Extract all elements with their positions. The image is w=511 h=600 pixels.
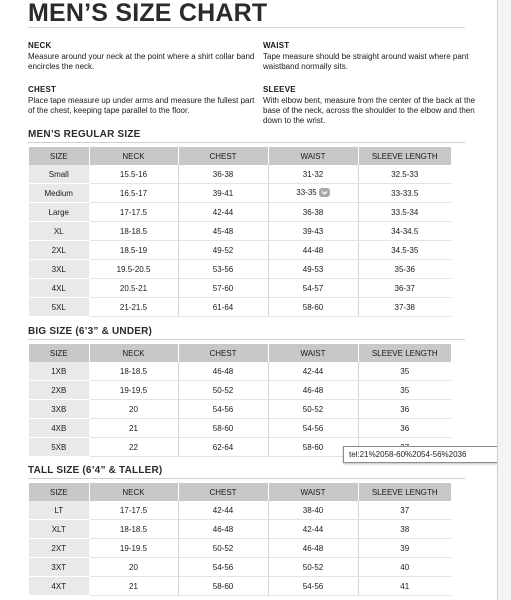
size-cell: 3XT xyxy=(29,558,89,577)
big-size-divider xyxy=(28,339,465,340)
waist-text: Tape measure should be straight around waist where pant waistband normally sits. xyxy=(263,52,469,71)
regular-size-divider xyxy=(28,142,465,143)
chest-cell: 46-48 xyxy=(178,520,268,539)
chest-column-header: CHEST xyxy=(178,344,268,362)
big-size-title: BIG SIZE (6’3” & UNDER) xyxy=(28,326,153,337)
sleeve-cell: 40 xyxy=(358,558,451,577)
size-column-header: SIZE xyxy=(29,344,89,362)
chest-cell: 46-48 xyxy=(178,362,268,381)
sleeve-instruction xyxy=(263,85,493,126)
sleeve-column-header: SLEEVE LENGTH xyxy=(358,483,451,501)
table-header-row xyxy=(29,147,451,165)
chest-cell: 50-52 xyxy=(178,381,268,400)
tall-size-divider xyxy=(28,478,465,479)
neck-cell: 21 xyxy=(89,577,178,596)
chest-cell: 42-44 xyxy=(178,501,268,520)
neck-cell: 18-18.5 xyxy=(89,222,178,241)
neck-cell: 19-19.5 xyxy=(89,539,178,558)
size-cell: Large xyxy=(29,203,89,222)
sleeve-cell: 32.5-33 xyxy=(358,165,451,184)
sleeve-cell: 35 xyxy=(358,381,451,400)
neck-cell: 16.5-17 xyxy=(89,184,178,203)
chest-cell: 61-64 xyxy=(178,298,268,317)
regular-size-title: MEN’S REGULAR SIZE xyxy=(28,129,141,140)
waist-value: 33-35 xyxy=(296,188,317,198)
sleeve-heading: SLEEVE xyxy=(263,85,296,94)
sleeve-text: With elbow bent, measure from the center of the back at the base of the neck, across the shoulder to the elbow and then down to the wrist. xyxy=(263,96,476,125)
chest-text: Place tape measure up under arms and measure the fullest part of the chest, keeping tape parallel to the floor. xyxy=(28,96,255,115)
chest-column-header: CHEST xyxy=(178,483,268,501)
size-cell: Medium xyxy=(29,184,89,203)
table-row xyxy=(29,165,451,184)
table-row xyxy=(29,203,451,222)
neck-cell: 22 xyxy=(89,438,178,457)
neck-cell: 18.5-19 xyxy=(89,241,178,260)
size-cell: XLT xyxy=(29,520,89,539)
chest-cell: 36-38 xyxy=(178,165,268,184)
neck-cell: 20 xyxy=(89,400,178,419)
neck-heading: NECK xyxy=(28,41,52,50)
size-cell: 2XT xyxy=(29,539,89,558)
size-column-header: SIZE xyxy=(29,483,89,501)
tall-size-table xyxy=(29,483,451,596)
table-row xyxy=(29,539,451,558)
table-row xyxy=(29,184,451,203)
neck-column-header: NECK xyxy=(89,483,178,501)
chest-cell: 58-60 xyxy=(178,577,268,596)
title-divider xyxy=(28,27,465,28)
table-row xyxy=(29,419,451,438)
neck-cell: 19-19.5 xyxy=(89,381,178,400)
big-size-table xyxy=(29,344,451,457)
waist-cell: 49-53 xyxy=(268,260,358,279)
neck-column-header: NECK xyxy=(89,344,178,362)
chest-cell: 62-64 xyxy=(178,438,268,457)
sleeve-cell: 37-38 xyxy=(358,298,451,317)
table-header-row xyxy=(29,344,451,362)
regular-size-table xyxy=(29,147,451,317)
size-cell: XL xyxy=(29,222,89,241)
waist-cell: 44-48 xyxy=(268,241,358,260)
size-cell: 3XL xyxy=(29,260,89,279)
waist-instruction xyxy=(263,41,493,72)
waist-cell: 54-57 xyxy=(268,279,358,298)
neck-instruction xyxy=(28,41,258,72)
waist-column-header: WAIST xyxy=(268,483,358,501)
waist-cell: 46-48 xyxy=(268,539,358,558)
chest-cell: 57-60 xyxy=(178,279,268,298)
waist-cell: 54-56 xyxy=(268,577,358,596)
size-cell: 1XB xyxy=(29,362,89,381)
chest-cell: 54-56 xyxy=(178,558,268,577)
waist-cell: 36-38 xyxy=(268,203,358,222)
table-row xyxy=(29,400,451,419)
table-header-row xyxy=(29,483,451,501)
sleeve-cell: 39 xyxy=(358,539,451,558)
neck-cell: 20.5-21 xyxy=(89,279,178,298)
sleeve-cell: 34-34.5 xyxy=(358,222,451,241)
size-cell: 5XL xyxy=(29,298,89,317)
table-row xyxy=(29,260,451,279)
chest-cell: 49-52 xyxy=(178,241,268,260)
waist-cell: 46-48 xyxy=(268,381,358,400)
waist-cell: 31-32 xyxy=(268,165,358,184)
table-row xyxy=(29,577,451,596)
chest-cell: 45-48 xyxy=(178,222,268,241)
size-cell: 2XB xyxy=(29,381,89,400)
waist-cell: 38-40 xyxy=(268,501,358,520)
neck-column-header: NECK xyxy=(89,147,178,165)
waist-cell: 50-52 xyxy=(268,400,358,419)
chest-heading: CHEST xyxy=(28,85,57,94)
waist-cell: 42-44 xyxy=(268,520,358,539)
chest-cell: 39-41 xyxy=(178,184,268,203)
waist-cell: 58-60 xyxy=(268,438,358,457)
sleeve-column-header: SLEEVE LENGTH xyxy=(358,344,451,362)
chest-cell: 53-56 xyxy=(178,260,268,279)
waist-cell: 54-56 xyxy=(268,419,358,438)
size-cell: 4XB xyxy=(29,419,89,438)
size-cell: 3XB xyxy=(29,400,89,419)
chest-instruction xyxy=(28,85,258,116)
neck-cell: 17-17.5 xyxy=(89,203,178,222)
size-cell: 4XL xyxy=(29,279,89,298)
table-row xyxy=(29,520,451,539)
table-row xyxy=(29,241,451,260)
sleeve-cell: 37 xyxy=(358,501,451,520)
table-row xyxy=(29,222,451,241)
size-cell: 4XT xyxy=(29,577,89,596)
page-title: MEN’S SIZE CHART xyxy=(28,0,268,27)
waist-column-header: WAIST xyxy=(268,344,358,362)
table-row xyxy=(29,279,451,298)
window-background xyxy=(498,0,511,600)
waist-cell: 39-43 xyxy=(268,222,358,241)
sleeve-cell: 33-33.5 xyxy=(358,184,451,203)
size-cell: LT xyxy=(29,501,89,520)
neck-cell: 15.5-16 xyxy=(89,165,178,184)
table-row xyxy=(29,362,451,381)
neck-cell: 19.5-20.5 xyxy=(89,260,178,279)
sleeve-cell: 38 xyxy=(358,520,451,539)
neck-cell: 18-18.5 xyxy=(89,362,178,381)
table-row xyxy=(29,501,451,520)
chevron-down-icon[interactable] xyxy=(319,188,330,197)
sleeve-cell: 33.5-34 xyxy=(358,203,451,222)
neck-cell: 18-18.5 xyxy=(89,520,178,539)
sleeve-column-header: SLEEVE LENGTH xyxy=(358,147,451,165)
table-row xyxy=(29,381,451,400)
waist-cell xyxy=(268,184,358,203)
chest-column-header: CHEST xyxy=(178,147,268,165)
chest-cell: 42-44 xyxy=(178,203,268,222)
waist-cell: 50-52 xyxy=(268,558,358,577)
waist-cell: 42-44 xyxy=(268,362,358,381)
size-column-header: SIZE xyxy=(29,147,89,165)
table-row xyxy=(29,558,451,577)
sleeve-cell: 41 xyxy=(358,577,451,596)
neck-text: Measure around your neck at the point where a shirt collar band encircles the neck. xyxy=(28,52,255,71)
neck-cell: 21-21.5 xyxy=(89,298,178,317)
sleeve-cell: 34.5-35 xyxy=(358,241,451,260)
chest-cell: 54-56 xyxy=(178,400,268,419)
sleeve-cell: 35-36 xyxy=(358,260,451,279)
link-tooltip: tel:21%2058-60%2054-56%2036 xyxy=(343,446,511,463)
chest-cell: 50-52 xyxy=(178,539,268,558)
tall-size-title: TALL SIZE (6’4” & TALLER) xyxy=(28,465,163,476)
sleeve-cell: 35 xyxy=(358,362,451,381)
sleeve-cell: 36 xyxy=(358,400,451,419)
chest-cell: 58-60 xyxy=(178,419,268,438)
neck-cell: 20 xyxy=(89,558,178,577)
neck-cell: 21 xyxy=(89,419,178,438)
neck-cell: 17-17.5 xyxy=(89,501,178,520)
waist-column-header: WAIST xyxy=(268,147,358,165)
waist-cell: 58-60 xyxy=(268,298,358,317)
size-cell: 5XB xyxy=(29,438,89,457)
sleeve-cell: 36 xyxy=(358,419,451,438)
table-row xyxy=(29,298,451,317)
size-cell: Small xyxy=(29,165,89,184)
size-cell: 2XL xyxy=(29,241,89,260)
sleeve-cell: 36-37 xyxy=(358,279,451,298)
waist-heading: WAIST xyxy=(263,41,290,50)
